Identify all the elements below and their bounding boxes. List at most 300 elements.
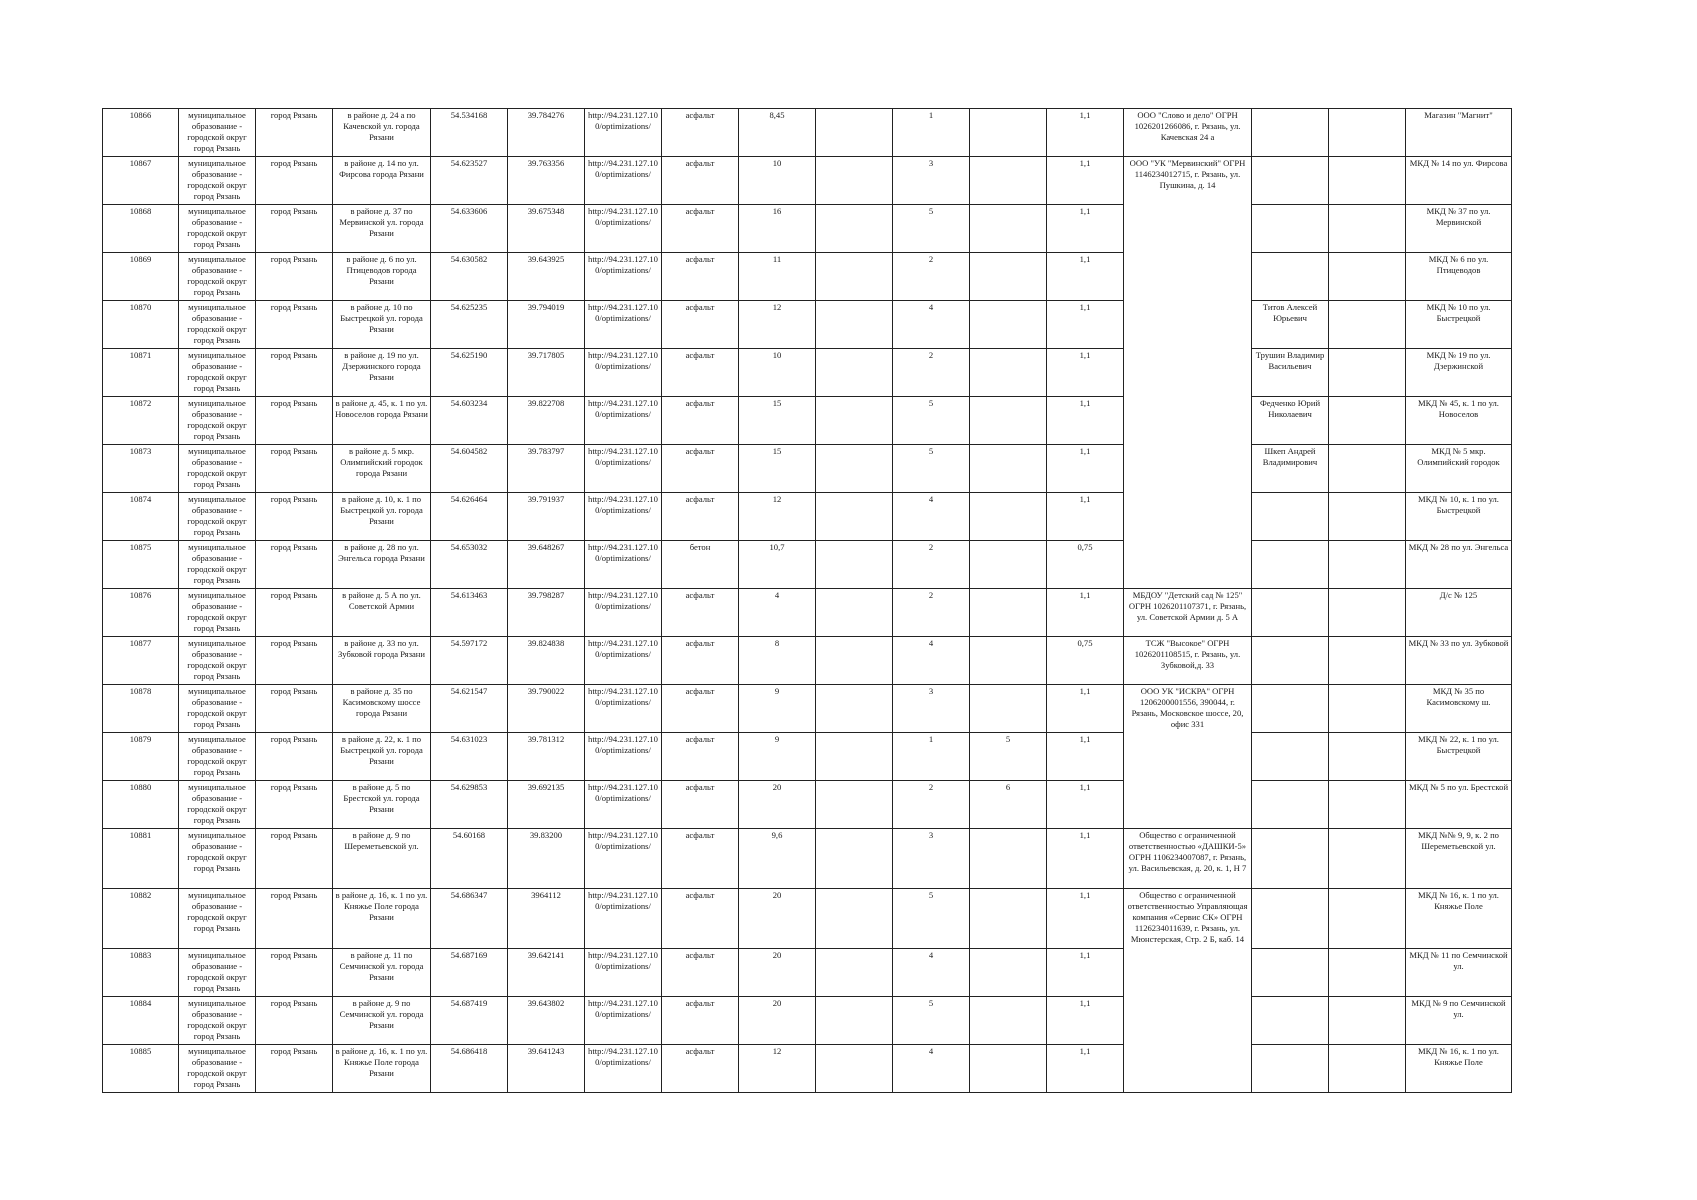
planned-container-cell: 6 xyxy=(970,781,1047,829)
location-cell: в районе д. 28 по ул. Энгельса города Рязани xyxy=(333,541,431,589)
url-cell: http://94.231.127.100/optimizations/ xyxy=(585,1045,662,1093)
latitude-cell: 54.687169 xyxy=(431,949,508,997)
url-cell: http://94.231.127.100/optimizations/ xyxy=(585,205,662,253)
area-cell: 20 xyxy=(739,997,816,1045)
surface-cell: асфальт xyxy=(662,253,739,301)
waste-source-cell: МКД № 10, к. 1 по ул. Быстрецкой xyxy=(1406,493,1512,541)
city-cell: город Рязань xyxy=(256,157,333,205)
waste-source-cell: МКД № 14 по ул. Фирсова xyxy=(1406,157,1512,205)
id-cell: 10878 xyxy=(103,685,179,733)
area-cell: 8 xyxy=(739,637,816,685)
covered-area-cell xyxy=(816,397,893,445)
longitude-cell: 39.791937 xyxy=(508,493,585,541)
area-cell: 15 xyxy=(739,397,816,445)
blank-cell xyxy=(1329,781,1406,829)
person-cell xyxy=(1252,829,1329,889)
blank-cell xyxy=(1329,1045,1406,1093)
id-cell: 10867 xyxy=(103,157,179,205)
municipality-cell: муниципальное образование - городской округ город Рязань xyxy=(179,157,256,205)
id-cell: 10876 xyxy=(103,589,179,637)
waste-source-cell: Магазин "Магнит" xyxy=(1406,109,1512,157)
covered-area-cell xyxy=(816,829,893,889)
planned-container-cell xyxy=(970,253,1047,301)
covered-area-cell xyxy=(816,637,893,685)
area-cell: 20 xyxy=(739,889,816,949)
covered-area-cell xyxy=(816,589,893,637)
surface-cell: асфальт xyxy=(662,889,739,949)
url-cell: http://94.231.127.100/optimizations/ xyxy=(585,589,662,637)
municipality-cell: муниципальное образование - городской округ город Рязань xyxy=(179,733,256,781)
operator-cell: Общество с ограниченной ответственностью «ДАШКИ-5» ОГРН 1106234007087, г. Рязань, ул. Васильевская, д. 20, к. 1, Н 7 xyxy=(1124,829,1252,889)
area-cell: 20 xyxy=(739,781,816,829)
municipality-cell: муниципальное образование - городской округ город Рязань xyxy=(179,685,256,733)
waste-source-cell: МКД № 19 по ул. Дзержинской xyxy=(1406,349,1512,397)
surface-cell: асфальт xyxy=(662,445,739,493)
blank-cell xyxy=(1329,493,1406,541)
planned-container-cell xyxy=(970,445,1047,493)
municipality-cell: муниципальное образование - городской округ город Рязань xyxy=(179,493,256,541)
table-row xyxy=(103,397,1512,445)
city-cell: город Рязань xyxy=(256,397,333,445)
covered-area-cell xyxy=(816,1045,893,1093)
city-cell: город Рязань xyxy=(256,541,333,589)
planned-container-cell xyxy=(970,997,1047,1045)
municipality-cell: муниципальное образование - городской округ город Рязань xyxy=(179,397,256,445)
container-count-cell: 2 xyxy=(893,589,970,637)
container-count-cell: 1 xyxy=(893,109,970,157)
person-cell xyxy=(1252,889,1329,949)
volume-cell: 1,1 xyxy=(1047,889,1124,949)
location-cell: в районе д. 16, к. 1 по ул. Княжье Поле города Рязани xyxy=(333,889,431,949)
latitude-cell: 54.603234 xyxy=(431,397,508,445)
waste-source-cell: МКД № 33 по ул. Зубковой xyxy=(1406,637,1512,685)
municipality-cell: муниципальное образование - городской округ город Рязань xyxy=(179,589,256,637)
longitude-cell: 39.824838 xyxy=(508,637,585,685)
longitude-cell: 39.790022 xyxy=(508,685,585,733)
id-cell: 10880 xyxy=(103,781,179,829)
volume-cell: 1,1 xyxy=(1047,205,1124,253)
location-cell: в районе д. 11 по Семчинской ул. города Рязани xyxy=(333,949,431,997)
latitude-cell: 54.653032 xyxy=(431,541,508,589)
table-row xyxy=(103,781,1512,829)
planned-container-cell xyxy=(970,637,1047,685)
city-cell: город Рязань xyxy=(256,997,333,1045)
surface-cell: асфальт xyxy=(662,493,739,541)
location-cell: в районе д. 5 по Брестской ул. города Рязани xyxy=(333,781,431,829)
municipality-cell: муниципальное образование - городской округ город Рязань xyxy=(179,997,256,1045)
longitude-cell: 39.692135 xyxy=(508,781,585,829)
area-cell: 10 xyxy=(739,157,816,205)
latitude-cell: 54.633606 xyxy=(431,205,508,253)
covered-area-cell xyxy=(816,157,893,205)
surface-cell: асфальт xyxy=(662,1045,739,1093)
surface-cell: асфальт xyxy=(662,205,739,253)
area-cell: 15 xyxy=(739,445,816,493)
covered-area-cell xyxy=(816,949,893,997)
location-cell: в районе д. 9 по Семчинской ул. города Рязани xyxy=(333,997,431,1045)
covered-area-cell xyxy=(816,889,893,949)
volume-cell: 1,1 xyxy=(1047,349,1124,397)
container-count-cell: 5 xyxy=(893,889,970,949)
municipality-cell: муниципальное образование - городской округ город Рязань xyxy=(179,637,256,685)
location-cell: в районе д. 10, к. 1 по Быстрецкой ул. города Рязани xyxy=(333,493,431,541)
city-cell: город Рязань xyxy=(256,829,333,889)
location-cell: в районе д. 24 а по Качевской ул. города Рязани xyxy=(333,109,431,157)
waste-source-cell: МКД № 16, к. 1 по ул. Княжье Поле xyxy=(1406,1045,1512,1093)
longitude-cell: 39.642141 xyxy=(508,949,585,997)
latitude-cell: 54.630582 xyxy=(431,253,508,301)
waste-source-cell: МКД № 28 по ул. Энгельса xyxy=(1406,541,1512,589)
location-cell: в районе д. 6 по ул. Птицеводов города Рязани xyxy=(333,253,431,301)
latitude-cell: 54.623527 xyxy=(431,157,508,205)
city-cell: город Рязань xyxy=(256,349,333,397)
person-cell: Шкеп Андрей Владимирович xyxy=(1252,445,1329,493)
area-cell: 9 xyxy=(739,733,816,781)
person-cell xyxy=(1252,493,1329,541)
table-row xyxy=(103,1045,1512,1093)
area-cell: 10,7 xyxy=(739,541,816,589)
volume-cell: 1,1 xyxy=(1047,109,1124,157)
table-row xyxy=(103,685,1512,733)
municipality-cell: муниципальное образование - городской округ город Рязань xyxy=(179,301,256,349)
table-row xyxy=(103,829,1512,889)
covered-area-cell xyxy=(816,685,893,733)
id-cell: 10879 xyxy=(103,733,179,781)
latitude-cell: 54.631023 xyxy=(431,733,508,781)
covered-area-cell xyxy=(816,253,893,301)
url-cell: http://94.231.127.100/optimizations/ xyxy=(585,829,662,889)
surface-cell: асфальт xyxy=(662,109,739,157)
municipality-cell: муниципальное образование - городской округ город Рязань xyxy=(179,829,256,889)
longitude-cell: 39.83200 xyxy=(508,829,585,889)
latitude-cell: 54.686347 xyxy=(431,889,508,949)
latitude-cell: 54.626464 xyxy=(431,493,508,541)
blank-cell xyxy=(1329,589,1406,637)
latitude-cell: 54.621547 xyxy=(431,685,508,733)
person-cell xyxy=(1252,589,1329,637)
person-cell xyxy=(1252,157,1329,205)
city-cell: город Рязань xyxy=(256,253,333,301)
location-cell: в районе д. 5 А по ул. Советской Армии xyxy=(333,589,431,637)
waste-source-cell: МКД № 16, к. 1 по ул. Княжье Поле xyxy=(1406,889,1512,949)
planned-container-cell xyxy=(970,205,1047,253)
operator-cell: ТСЖ "Высокое" ОГРН 1026201108515, г. Рязань, ул. Зубковой,д. 33 xyxy=(1124,637,1252,685)
surface-cell: асфальт xyxy=(662,349,739,397)
volume-cell: 1,1 xyxy=(1047,781,1124,829)
person-cell xyxy=(1252,1045,1329,1093)
location-cell: в районе д. 37 по Мервинской ул. города Рязани xyxy=(333,205,431,253)
surface-cell: асфальт xyxy=(662,781,739,829)
waste-source-cell: Д/с № 125 xyxy=(1406,589,1512,637)
location-cell: в районе д. 19 по ул. Дзержинского города Рязани xyxy=(333,349,431,397)
container-count-cell: 4 xyxy=(893,637,970,685)
id-cell: 10875 xyxy=(103,541,179,589)
blank-cell xyxy=(1329,997,1406,1045)
blank-cell xyxy=(1329,889,1406,949)
covered-area-cell xyxy=(816,733,893,781)
table-row xyxy=(103,349,1512,397)
planned-container-cell xyxy=(970,889,1047,949)
volume-cell: 1,1 xyxy=(1047,997,1124,1045)
planned-container-cell xyxy=(970,397,1047,445)
container-count-cell: 4 xyxy=(893,1045,970,1093)
id-cell: 10874 xyxy=(103,493,179,541)
id-cell: 10872 xyxy=(103,397,179,445)
operator-cell: Общество с ограниченной ответственностью Управляющая компания «Сервис СК» ОГРН 1126234011639, г. Рязань, ул. Мюнстерская, Стр. 2 Б, каб. 14 xyxy=(1124,889,1252,1093)
url-cell: http://94.231.127.100/optimizations/ xyxy=(585,301,662,349)
url-cell: http://94.231.127.100/optimizations/ xyxy=(585,733,662,781)
waste-source-cell: МКД № 45, к. 1 по ул. Новоселов xyxy=(1406,397,1512,445)
blank-cell xyxy=(1329,253,1406,301)
blank-cell xyxy=(1329,541,1406,589)
container-count-cell: 3 xyxy=(893,685,970,733)
table-row xyxy=(103,997,1512,1045)
person-cell xyxy=(1252,733,1329,781)
id-cell: 10885 xyxy=(103,1045,179,1093)
operator-cell: ООО "Слово и дело" ОГРН 1026201266086, г. Рязань, ул. Качевская 24 а xyxy=(1124,109,1252,157)
planned-container-cell: 5 xyxy=(970,733,1047,781)
table-row xyxy=(103,157,1512,205)
municipality-cell: муниципальное образование - городской округ город Рязань xyxy=(179,1045,256,1093)
municipality-cell: муниципальное образование - городской округ город Рязань xyxy=(179,205,256,253)
surface-cell: асфальт xyxy=(662,397,739,445)
waste-source-cell: МКД № 11 по Семчинской ул. xyxy=(1406,949,1512,997)
surface-cell: асфальт xyxy=(662,157,739,205)
table-row xyxy=(103,589,1512,637)
area-cell: 16 xyxy=(739,205,816,253)
covered-area-cell xyxy=(816,493,893,541)
person-cell xyxy=(1252,541,1329,589)
registry-table xyxy=(102,108,1512,1093)
url-cell: http://94.231.127.100/optimizations/ xyxy=(585,889,662,949)
latitude-cell: 54.687419 xyxy=(431,997,508,1045)
longitude-cell: 39.675348 xyxy=(508,205,585,253)
container-count-cell: 2 xyxy=(893,349,970,397)
url-cell: http://94.231.127.100/optimizations/ xyxy=(585,541,662,589)
table-row xyxy=(103,949,1512,997)
volume-cell: 1,1 xyxy=(1047,397,1124,445)
volume-cell: 1,1 xyxy=(1047,157,1124,205)
table-row xyxy=(103,301,1512,349)
blank-cell xyxy=(1329,205,1406,253)
id-cell: 10869 xyxy=(103,253,179,301)
container-count-cell: 5 xyxy=(893,445,970,493)
city-cell: город Рязань xyxy=(256,445,333,493)
operator-cell: ООО УК "ИСКРА" ОГРН 1206200001556, 390044, г. Рязань, Московское шоссе, 20, офис 331 xyxy=(1124,685,1252,829)
covered-area-cell xyxy=(816,109,893,157)
container-count-cell: 2 xyxy=(893,781,970,829)
blank-cell xyxy=(1329,397,1406,445)
latitude-cell: 54.604582 xyxy=(431,445,508,493)
area-cell: 12 xyxy=(739,1045,816,1093)
surface-cell: асфальт xyxy=(662,949,739,997)
url-cell: http://94.231.127.100/optimizations/ xyxy=(585,253,662,301)
url-cell: http://94.231.127.100/optimizations/ xyxy=(585,445,662,493)
volume-cell: 0,75 xyxy=(1047,541,1124,589)
longitude-cell: 39.643802 xyxy=(508,997,585,1045)
covered-area-cell xyxy=(816,301,893,349)
operator-cell: МБДОУ "Детский сад № 125" ОГРН 1026201107371, г. Рязань, ул. Советской Армии д. 5 А xyxy=(1124,589,1252,637)
url-cell: http://94.231.127.100/optimizations/ xyxy=(585,397,662,445)
city-cell: город Рязань xyxy=(256,637,333,685)
id-cell: 10881 xyxy=(103,829,179,889)
operator-cell: ООО "УК "Мервинский" ОГРН 1146234012715, г. Рязань, ул. Пушкина, д. 14 xyxy=(1124,157,1252,589)
container-count-cell: 3 xyxy=(893,829,970,889)
longitude-cell: 39.783797 xyxy=(508,445,585,493)
area-cell: 9 xyxy=(739,685,816,733)
blank-cell xyxy=(1329,445,1406,493)
url-cell: http://94.231.127.100/optimizations/ xyxy=(585,109,662,157)
id-cell: 10866 xyxy=(103,109,179,157)
municipality-cell: муниципальное образование - городской округ город Рязань xyxy=(179,349,256,397)
location-cell: в районе д. 10 по Быстрецкой ул. города Рязани xyxy=(333,301,431,349)
person-cell xyxy=(1252,637,1329,685)
municipality-cell: муниципальное образование - городской округ город Рязань xyxy=(179,541,256,589)
waste-source-cell: МКД № 5 по ул. Брестской xyxy=(1406,781,1512,829)
latitude-cell: 54.534168 xyxy=(431,109,508,157)
volume-cell: 1,1 xyxy=(1047,685,1124,733)
table-row xyxy=(103,253,1512,301)
container-count-cell: 5 xyxy=(893,397,970,445)
blank-cell xyxy=(1329,733,1406,781)
volume-cell: 1,1 xyxy=(1047,1045,1124,1093)
person-cell xyxy=(1252,109,1329,157)
waste-source-cell: МКД № 5 мкр. Олимпийский городок xyxy=(1406,445,1512,493)
municipality-cell: муниципальное образование - городской округ город Рязань xyxy=(179,109,256,157)
latitude-cell: 54.613463 xyxy=(431,589,508,637)
container-count-cell: 2 xyxy=(893,253,970,301)
blank-cell xyxy=(1329,349,1406,397)
longitude-cell: 39.822708 xyxy=(508,397,585,445)
latitude-cell: 54.625235 xyxy=(431,301,508,349)
table-row xyxy=(103,637,1512,685)
location-cell: в районе д. 14 по ул. Фирсова города Рязани xyxy=(333,157,431,205)
surface-cell: асфальт xyxy=(662,301,739,349)
container-count-cell: 1 xyxy=(893,733,970,781)
person-cell xyxy=(1252,997,1329,1045)
url-cell: http://94.231.127.100/optimizations/ xyxy=(585,637,662,685)
container-count-cell: 3 xyxy=(893,157,970,205)
table-row xyxy=(103,541,1512,589)
latitude-cell: 54.625190 xyxy=(431,349,508,397)
table-row xyxy=(103,733,1512,781)
id-cell: 10870 xyxy=(103,301,179,349)
volume-cell: 0,75 xyxy=(1047,637,1124,685)
location-cell: в районе д. 33 по ул. Зубковой города Рязани xyxy=(333,637,431,685)
volume-cell: 1,1 xyxy=(1047,493,1124,541)
covered-area-cell xyxy=(816,349,893,397)
url-cell: http://94.231.127.100/optimizations/ xyxy=(585,493,662,541)
planned-container-cell xyxy=(970,685,1047,733)
covered-area-cell xyxy=(816,445,893,493)
area-cell: 4 xyxy=(739,589,816,637)
url-cell: http://94.231.127.100/optimizations/ xyxy=(585,349,662,397)
latitude-cell: 54.629853 xyxy=(431,781,508,829)
city-cell: город Рязань xyxy=(256,589,333,637)
table-row xyxy=(103,109,1512,157)
blank-cell xyxy=(1329,829,1406,889)
id-cell: 10883 xyxy=(103,949,179,997)
area-cell: 10 xyxy=(739,349,816,397)
waste-source-cell: МКД № 9 по Семчинской ул. xyxy=(1406,997,1512,1045)
surface-cell: асфальт xyxy=(662,829,739,889)
city-cell: город Рязань xyxy=(256,949,333,997)
surface-cell: бетон xyxy=(662,541,739,589)
table-row xyxy=(103,889,1512,949)
municipality-cell: муниципальное образование - городской округ город Рязань xyxy=(179,781,256,829)
waste-source-cell: МКД № 22, к. 1 по ул. Быстрецкой xyxy=(1406,733,1512,781)
longitude-cell: 3964112 xyxy=(508,889,585,949)
waste-source-cell: МКД № 35 по Касимовскому ш. xyxy=(1406,685,1512,733)
city-cell: город Рязань xyxy=(256,205,333,253)
id-cell: 10873 xyxy=(103,445,179,493)
area-cell: 20 xyxy=(739,949,816,997)
planned-container-cell xyxy=(970,589,1047,637)
longitude-cell: 39.717805 xyxy=(508,349,585,397)
location-cell: в районе д. 22, к. 1 по Быстрецкой ул. города Рязани xyxy=(333,733,431,781)
blank-cell xyxy=(1329,109,1406,157)
municipality-cell: муниципальное образование - городской округ город Рязань xyxy=(179,445,256,493)
latitude-cell: 54.60168 xyxy=(431,829,508,889)
container-count-cell: 4 xyxy=(893,493,970,541)
planned-container-cell xyxy=(970,949,1047,997)
longitude-cell: 39.794019 xyxy=(508,301,585,349)
registry-table-body xyxy=(103,109,1512,1093)
planned-container-cell xyxy=(970,1045,1047,1093)
id-cell: 10884 xyxy=(103,997,179,1045)
blank-cell xyxy=(1329,301,1406,349)
planned-container-cell xyxy=(970,349,1047,397)
person-cell xyxy=(1252,205,1329,253)
url-cell: http://94.231.127.100/optimizations/ xyxy=(585,781,662,829)
blank-cell xyxy=(1329,949,1406,997)
municipality-cell: муниципальное образование - городской округ город Рязань xyxy=(179,889,256,949)
waste-source-cell: МКД № 6 по ул. Птицеводов xyxy=(1406,253,1512,301)
area-cell: 11 xyxy=(739,253,816,301)
url-cell: http://94.231.127.100/optimizations/ xyxy=(585,949,662,997)
person-cell xyxy=(1252,253,1329,301)
waste-source-cell: МКД №№ 9, 9, к. 2 по Шереметьевской ул. xyxy=(1406,829,1512,889)
volume-cell: 1,1 xyxy=(1047,829,1124,889)
city-cell: город Рязань xyxy=(256,733,333,781)
municipality-cell: муниципальное образование - городской округ город Рязань xyxy=(179,949,256,997)
longitude-cell: 39.763356 xyxy=(508,157,585,205)
city-cell: город Рязань xyxy=(256,301,333,349)
latitude-cell: 54.597172 xyxy=(431,637,508,685)
city-cell: город Рязань xyxy=(256,493,333,541)
area-cell: 9,6 xyxy=(739,829,816,889)
covered-area-cell xyxy=(816,205,893,253)
person-cell: Федченко Юрий Николаевич xyxy=(1252,397,1329,445)
container-count-cell: 5 xyxy=(893,205,970,253)
city-cell: город Рязань xyxy=(256,889,333,949)
person-cell: Титов Алексей Юрьевич xyxy=(1252,301,1329,349)
planned-container-cell xyxy=(970,541,1047,589)
longitude-cell: 39.784276 xyxy=(508,109,585,157)
waste-source-cell: МКД № 37 по ул. Мервинской xyxy=(1406,205,1512,253)
location-cell: в районе д. 35 по Касимовскому шоссе города Рязани xyxy=(333,685,431,733)
area-cell: 12 xyxy=(739,493,816,541)
location-cell: в районе д. 9 по Шереметьевской ул. xyxy=(333,829,431,889)
blank-cell xyxy=(1329,637,1406,685)
area-cell: 8,45 xyxy=(739,109,816,157)
covered-area-cell xyxy=(816,541,893,589)
city-cell: город Рязань xyxy=(256,781,333,829)
container-count-cell: 2 xyxy=(893,541,970,589)
municipality-cell: муниципальное образование - городской округ город Рязань xyxy=(179,253,256,301)
covered-area-cell xyxy=(816,997,893,1045)
latitude-cell: 54.686418 xyxy=(431,1045,508,1093)
